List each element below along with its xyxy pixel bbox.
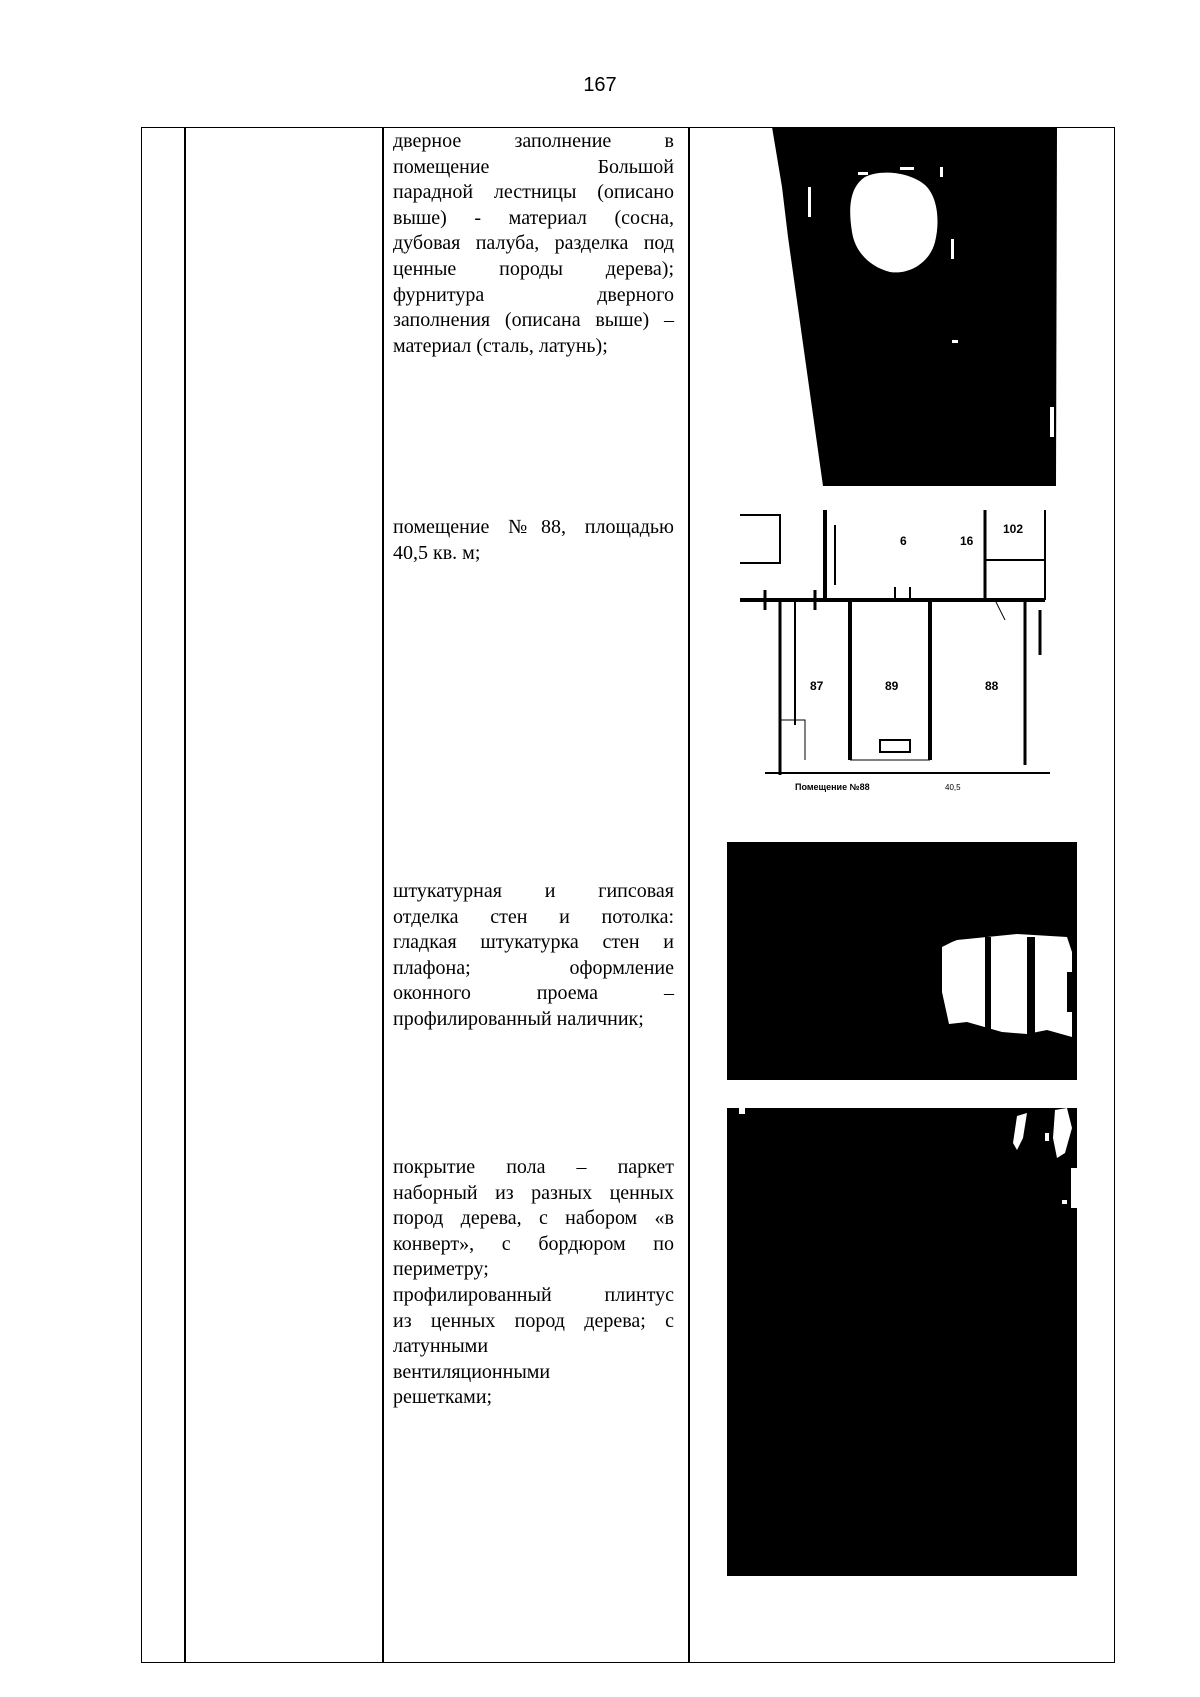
page-number: 167 (583, 74, 617, 96)
text-line: фурнитура дверного (393, 283, 674, 306)
text-line: парадной лестницы (описано (393, 181, 674, 204)
text-line: материал (сталь, латунь); (393, 334, 608, 357)
text-line: из ценных пород дерева; с (393, 1309, 674, 1332)
column-divider-3 (688, 128, 690, 1662)
text-line: латунными (393, 1335, 489, 1358)
text-line: профилированный наличник; (393, 1007, 644, 1030)
text-line: периметру; (393, 1258, 489, 1281)
column-divider-2 (382, 128, 384, 1662)
text-line: пород дерева, с набором «в (393, 1207, 674, 1230)
text-line: профилированный плинтус (393, 1283, 674, 1306)
text-line: помещение Большой (393, 155, 674, 178)
text-line: гладкая штукатурка стен и (393, 931, 674, 954)
text-line: плафона; оформление (393, 956, 674, 979)
floor-plan-icon (735, 505, 1065, 805)
text-line: штукатурная и гипсовая (393, 880, 674, 902)
room-label: 88 (985, 679, 999, 693)
text-line: оконного проема – (393, 982, 674, 1005)
column-divider-1 (184, 128, 186, 1662)
floor-photo-icon (727, 1108, 1077, 1576)
text-line: 40,5 кв. м; (393, 541, 481, 564)
text-line: выше) - материал (сосна, (393, 206, 674, 229)
room-label: 6 (900, 534, 907, 548)
text-line: вентиляционными (393, 1360, 551, 1383)
text-line: отделка стен и потолка: (393, 905, 674, 928)
text-line: конверт», с бордюром по (393, 1232, 674, 1255)
text-line: дверное заполнение в (393, 130, 674, 152)
room-label: 87 (810, 679, 824, 693)
text-line: заполнения (описана выше) – (393, 309, 674, 332)
text-line: решетками; (393, 1386, 493, 1409)
plan-caption: Помещение №88 (795, 782, 870, 792)
text-line: дубовая палуба, разделка под (393, 232, 674, 255)
text-line: помещение №88, площадью (393, 516, 674, 538)
entry-door-text (393, 129, 674, 359)
text-line: ценные породы дерева); (393, 257, 674, 280)
room-label: 89 (885, 679, 899, 693)
entry-floor-text (393, 1155, 674, 1411)
entry-walls-text (393, 879, 674, 1033)
text-line: покрытие пола – паркет (393, 1156, 674, 1178)
window-photo-icon (727, 842, 1077, 1080)
room-label: 16 (960, 534, 974, 548)
plan-area-label: 40,5 (945, 783, 961, 792)
text-line: наборный из разных ценных (393, 1181, 674, 1204)
door-photo-icon (770, 127, 1057, 486)
room-label: 102 (1003, 522, 1024, 536)
entry-room-text (393, 515, 674, 566)
